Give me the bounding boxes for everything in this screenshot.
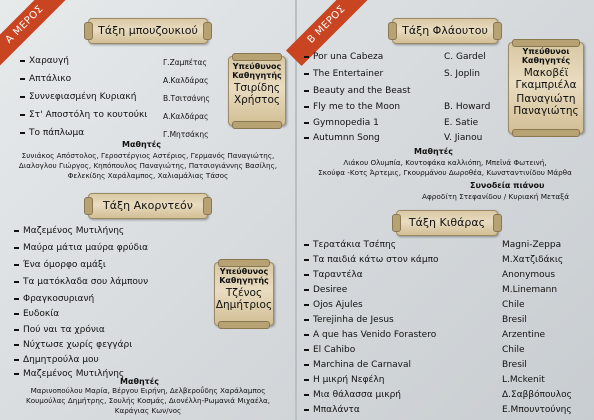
- song-title: Μια θάλασσα μικρή: [313, 390, 401, 400]
- bullet-icon: [14, 313, 19, 315]
- bullet-icon: [304, 379, 309, 381]
- song-title: Νύχτωσε χωρίς φεγγάρι: [23, 340, 133, 350]
- song-composer: Chile: [502, 300, 525, 310]
- bullet-icon: [304, 259, 309, 261]
- accordion-song-3: [14, 260, 106, 270]
- teacher-name: Μακοβέϊ Γκαμπριέλα: [515, 67, 577, 91]
- bullet-icon: [304, 364, 309, 366]
- song-composer: E. Satie: [444, 118, 479, 128]
- students-line: Μαρινοπούλου Μαρία, Βέργου Ειρήνη, Δελβεροΰδης Χαράλαμπος: [30, 386, 266, 395]
- guitar-song-12: [304, 405, 360, 415]
- song-composer: Bresil: [502, 360, 527, 370]
- bouzouki-class-title-text: Τάξη μπουζουκιού: [98, 24, 198, 37]
- flute-class-title: [392, 18, 498, 44]
- accordion-song-5: [14, 294, 94, 304]
- guitar-song-9: [304, 360, 411, 370]
- song-title: Μαύρα μάτια μαύρα φρύδια: [23, 243, 149, 253]
- bouzouki-song-2: [20, 74, 71, 84]
- song-title: Χαραυγή: [29, 56, 69, 66]
- song-composer: L.Mckenit: [502, 375, 545, 385]
- song-composer: S. Joplin: [444, 69, 481, 79]
- bouzouki-teacher-scroll: [228, 56, 286, 126]
- accordion-class-title-text: Τάξη Ακορντεόν: [103, 199, 193, 212]
- teacher-name: Παναγιώτη Παναγιώτης: [513, 93, 579, 117]
- bullet-icon: [304, 394, 309, 396]
- accordion-song-2: [14, 243, 148, 253]
- center-fold: [295, 0, 297, 420]
- accordion-song-4: [14, 277, 148, 287]
- song-composer: Anonymous: [502, 270, 556, 280]
- song-title: Τα ματόκλαδα σου λάμπουν: [23, 277, 149, 287]
- flute-song-4: [304, 102, 400, 112]
- song-title: Τα παιδιά κάτω στον κάμπο: [313, 255, 439, 265]
- bullet-icon: [20, 132, 25, 134]
- flute-class-title-text: Τάξη Φλάουτου: [402, 24, 488, 37]
- accordion-teacher-scroll: [214, 262, 274, 326]
- song-title: Ojos Ajules: [313, 300, 363, 310]
- guitar-song-6: [304, 315, 394, 325]
- bullet-icon: [304, 244, 309, 246]
- bullet-icon: [304, 349, 309, 351]
- song-composer: Arzentine: [502, 330, 546, 340]
- song-title: Fly me to the Moon: [313, 102, 401, 112]
- bullet-icon: [304, 56, 309, 58]
- song-title: Πού ναι τα χρόνια: [23, 325, 105, 335]
- students-line: Λιάκου Ολυμπία, Κοντοφάκα καλλιόπη, Μπεϊνά Φωτεινή,: [343, 158, 547, 167]
- flute-song-1: [304, 52, 383, 62]
- song-title: Στ' Αποστόλη το κουτούκι: [29, 110, 148, 120]
- guitar-class-title-text: Τάξη Κιθάρας: [408, 216, 486, 229]
- song-composer: Β.Τσιτσάνης: [163, 94, 210, 103]
- bouzouki-students: [6, 151, 290, 181]
- bullet-icon: [304, 137, 309, 139]
- guitar-song-2: [304, 255, 439, 265]
- accordion-song-10: [14, 369, 124, 379]
- flute-song-6: [304, 133, 380, 143]
- bullet-icon: [14, 281, 19, 283]
- piano-accompaniment-label: Συνοδεία πιάνου: [470, 181, 545, 190]
- song-title: Φραγκοσυριανή: [23, 294, 95, 304]
- bullet-icon: [304, 334, 309, 336]
- teacher-name: Τσιρίδης Χρήστος: [233, 82, 281, 106]
- guitar-song-1: [304, 240, 396, 250]
- bullet-icon: [14, 344, 19, 346]
- bullet-icon: [304, 274, 309, 276]
- song-title: Μαζεμένος Μυτιλήνης: [23, 369, 125, 379]
- song-title: Δημητρούλα μου: [23, 355, 99, 365]
- bouzouki-song-3: [20, 92, 136, 102]
- accordion-class-title: [88, 193, 208, 219]
- students-line: Κουμούλας Δημήτρης, Σουλής Κοσμάς, Διονέλλη-Ρωμανιά Μιχαέλα,: [25, 396, 271, 405]
- flute-song-3: [304, 86, 411, 96]
- song-title: Ευδοκία: [23, 309, 60, 319]
- bullet-icon: [14, 373, 19, 375]
- bullet-icon: [304, 289, 309, 291]
- song-composer: C. Gardel: [444, 52, 486, 62]
- bouzouki-song-5: [20, 128, 84, 138]
- song-composer: Magni-Zeppa: [502, 240, 562, 250]
- bullet-icon: [20, 114, 25, 116]
- accordion-song-6: [14, 309, 59, 319]
- song-title: Ταραντέλα: [313, 270, 363, 280]
- bullet-icon: [304, 122, 309, 124]
- song-composer: Bresil: [502, 315, 527, 325]
- bullet-icon: [20, 96, 25, 98]
- bullet-icon: [14, 247, 19, 249]
- guitar-class-title: [396, 210, 498, 236]
- song-composer: Ε.Μπουντούνης: [502, 405, 572, 415]
- teacher-label: Υπεύθυνος Καθηγητής: [219, 267, 269, 285]
- bullet-icon: [304, 319, 309, 321]
- guitar-song-8: [304, 345, 355, 355]
- song-title: Μαζεμένος Μυτιλήνης: [23, 226, 125, 236]
- song-title: El Cahibo: [313, 345, 356, 355]
- song-composer: Μ.Χατζιδάκις: [502, 255, 564, 265]
- song-title: Το πάπλωμα: [29, 128, 85, 138]
- song-composer: Α.Καλδάρας: [163, 112, 209, 121]
- bullet-icon: [304, 73, 309, 75]
- song-title: Beauty and the Beast: [313, 86, 411, 96]
- bullet-icon: [304, 90, 309, 92]
- flute-song-5: [304, 118, 379, 128]
- song-composer: Chile: [502, 345, 525, 355]
- teacher-label: Υπεύθυνος Καθηγητής: [232, 62, 282, 80]
- part-a-ribbon: Α ΜΕΡΟΣ: [0, 0, 66, 66]
- bullet-icon: [14, 298, 19, 300]
- students-line: Διαλογλου Γιώργος, Κηπόπουλος Παναγιώτης, Πατσιογιάννης Βασίλης,: [18, 161, 278, 170]
- song-title: Marchina de Carnaval: [313, 360, 412, 370]
- accordion-students: [6, 386, 290, 416]
- flute-song-2: [304, 69, 383, 79]
- accordion-song-1: [14, 226, 124, 236]
- song-title: Desiree: [313, 285, 348, 295]
- song-composer: Α.Καλδάρας: [163, 76, 209, 85]
- bullet-icon: [20, 60, 25, 62]
- song-title: Gymnopedia 1: [313, 118, 379, 128]
- song-composer: V. Jianou: [444, 133, 483, 143]
- piano-accompanists: Αφροδίτη Στεφανίδου / Κυριακή Μεταξά: [422, 192, 570, 201]
- guitar-song-11: [304, 390, 401, 400]
- song-composer: Γ.Μητσάκης: [163, 130, 209, 139]
- accordion-students-heading: Μαθητές: [120, 377, 159, 386]
- song-title: Terejinha de Jesus: [313, 315, 394, 325]
- song-composer: Δ.Σαββόπουλος: [502, 390, 572, 400]
- bullet-icon: [14, 230, 19, 232]
- accordion-song-7: [14, 325, 105, 335]
- bullet-icon: [14, 264, 19, 266]
- song-title: Autumnn Song: [313, 133, 380, 143]
- guitar-song-3: [304, 270, 363, 280]
- bouzouki-song-4: [20, 110, 147, 120]
- guitar-song-5: [304, 300, 363, 310]
- song-title: The Entertainer: [313, 69, 384, 79]
- teacher-name: Τζένος Δημήτριος: [215, 287, 273, 311]
- song-composer: Γ.Ζαμπέτας: [163, 58, 207, 67]
- guitar-song-7: [304, 330, 436, 340]
- song-title: Ένα όμορφο αμάξι: [23, 260, 106, 270]
- song-title: Απτάλικο: [29, 74, 72, 84]
- students-line: Συνιάκος Απόστολος, Γεροστέργιος Αστέριος, Γερμανός Παναγιώτης,: [21, 151, 275, 160]
- students-line: Σκούφα -Κοτς Άρτεμις, Γκουρμάνου Δωροθέα, Κωνσταντινίδου Μάρθα: [318, 168, 572, 177]
- bullet-icon: [304, 409, 309, 411]
- song-title: Τερατάκια Τσέπης: [313, 240, 396, 250]
- bullet-icon: [304, 304, 309, 306]
- part-b-ribbon: Β ΜΕΡΟΣ: [286, 0, 368, 66]
- accordion-song-8: [14, 340, 132, 350]
- song-title: A que has Venido Forastero: [313, 330, 437, 340]
- bullet-icon: [14, 329, 19, 331]
- flute-students-heading: Μαθητές: [414, 147, 453, 156]
- accordion-song-9: [14, 355, 99, 365]
- song-composer: B. Howard: [444, 102, 491, 112]
- song-title: Por una Cabeza: [313, 52, 384, 62]
- bullet-icon: [14, 359, 19, 361]
- bullet-icon: [304, 106, 309, 108]
- song-title: Η μικρή Νεφέλη: [313, 375, 385, 385]
- teacher-label: Υπεύθυνοι Καθηγητές: [521, 47, 571, 65]
- song-title: Μπαλάντα: [313, 405, 360, 415]
- students-line: Φελεκίδης Χαράλαμπος, Χαλιαμάλιας Τάσος: [67, 171, 229, 180]
- bouzouki-students-heading: Μαθητές: [122, 140, 161, 149]
- bouzouki-song-1: [20, 56, 69, 66]
- guitar-song-4: [304, 285, 347, 295]
- flute-students: [300, 158, 590, 178]
- guitar-song-10: [304, 375, 384, 385]
- song-title: Συννεφιασμένη Κυριακή: [29, 92, 137, 102]
- students-line: Καράγιας Κων/νος: [114, 406, 182, 415]
- flute-teachers-scroll: [508, 42, 584, 134]
- song-composer: M.Linemann: [502, 285, 558, 295]
- bouzouki-class-title: [88, 18, 208, 44]
- bullet-icon: [20, 78, 25, 80]
